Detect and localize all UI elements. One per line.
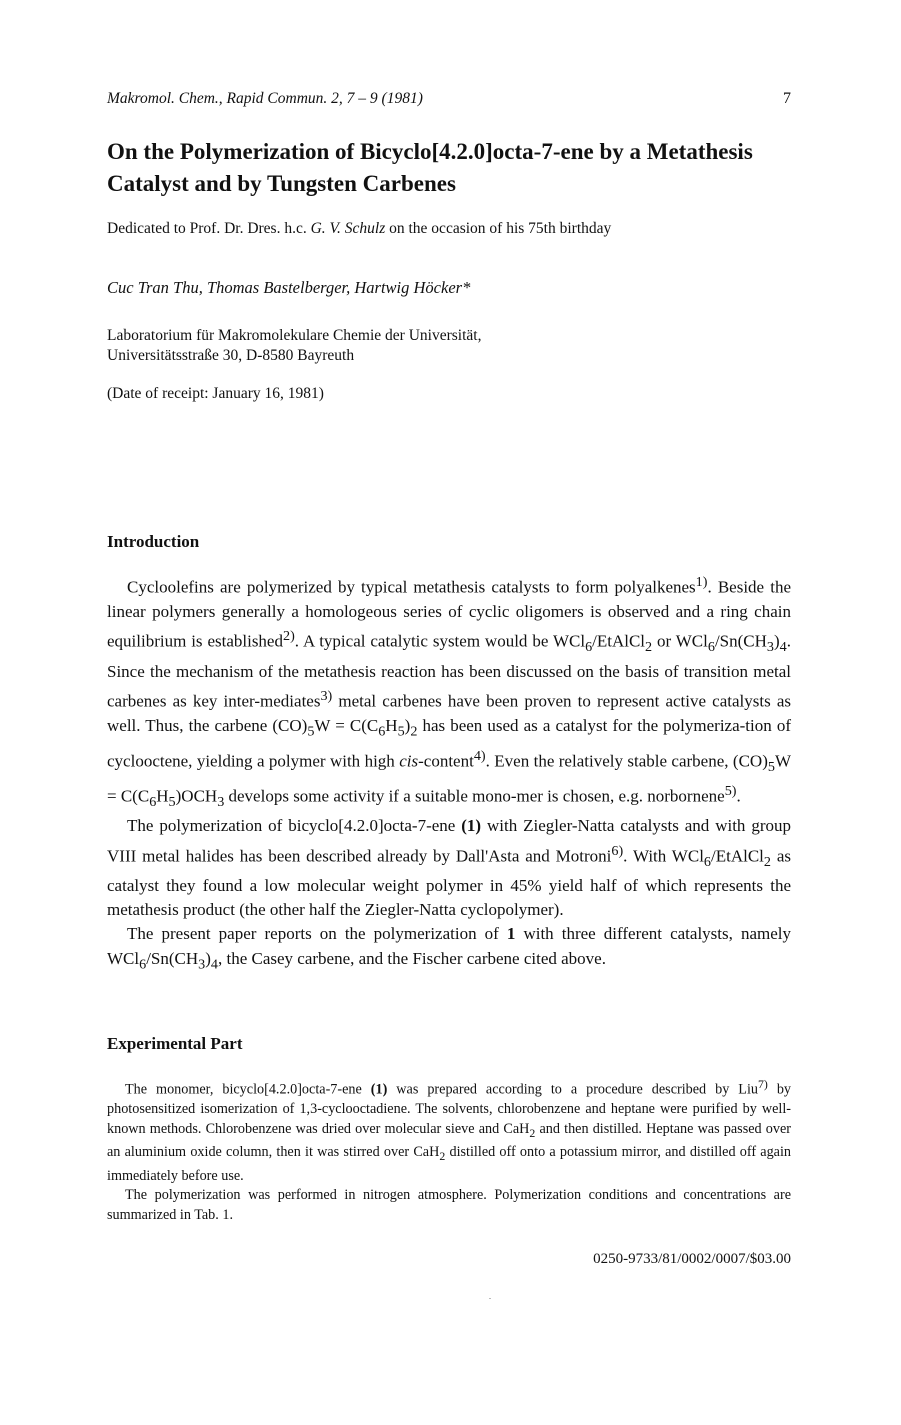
experimental-body (107, 1075, 791, 1226)
article-code: 0250-9733/81/0002/0007/$03.00 (593, 1251, 791, 1267)
speck (489, 1298, 491, 1299)
dedication-tail: on the occasion of his 75th birthday (389, 220, 612, 237)
paragraph: The polymerization was performed in nitrogen atmosphere. Polymerization conditions and concentrations are summarized in Tab. 1. (107, 1187, 791, 1223)
affiliation-line: Laboratorium für Makromolekulare Chemie der Universität, (107, 327, 482, 344)
page-number: 7 (783, 90, 791, 107)
section-heading-introduction: Introduction (107, 532, 200, 551)
dedication-name: G. V. Schulz (310, 220, 386, 237)
receipt-date: (Date of receipt: January 16, 1981) (107, 385, 324, 402)
paragraph: The polymerization of bicyclo[4.2.0]octa-7-ene (1) with Ziegler-Natta catalysts and with group VIII metal halides has been described already by Dall'Asta and Motroni$^{6)}$. With WCl$_6$/EtAlCl$_2$ as catalyst they found a low molecular weight polymer in 45% yield half of which represents the metathesis product (the other half the Ziegler-Natta cyclopolymer). (107, 816, 791, 920)
dedication-text: Dedicated to Prof. Dr. Dres. h.c. (107, 220, 307, 237)
introduction-body (107, 570, 791, 976)
article-title: On the Polymerization of Bicyclo[4.2.0]octa-7-ene by a Metathesis Catalyst and by Tungsten Carbenes (107, 139, 753, 196)
section-heading-experimental: Experimental Part (107, 1034, 243, 1053)
authors: Cuc Tran Thu, Thomas Bastelberger, Hartwig Höcker* (107, 278, 471, 297)
paragraph: The present paper reports on the polymerization of 1 with three different catalysts, namely $WCl_6/Sn(CH_3)_4$, the Casey carbene, and the Fischer carbene cited above. (107, 924, 791, 973)
paragraph: The monomer, bicyclo[4.2.0]octa-7-ene (1) was prepared according to a procedure described by Liu$^{7)}$ by photosensitized isomerization of 1,3-cyclooctadiene. The solvents, chlorobenzene and heptane were purified by well-known methods. Chlorobenzene was dried over molecular sieve and CaH$_2$ and then distilled. Heptane was passed over an aluminium oxide column, then it was stirred over CaH$_2$ distilled off onto a potassium mirror, and distilled off again immediately before use. (107, 1077, 792, 1184)
dedication (107, 220, 611, 238)
affiliation-line: Universitätsstraße 30, D-8580 Bayreuth (107, 347, 355, 364)
paragraph: Cycloolefins are polymerized by typical metathesis catalysts to form polyalkenes$^{1)}$. Beside the linear polymers generally a homologeous series of cyclic oligomers is observed and a ring chain equilibrium is established$^{2)}$. A typical catalytic system would be WCl$_6$/EtAlCl$_2$ or $WCl_6/Sn(CH_3)_4$. Since the mechanism of the metathesis reaction has been discussed on the basis of transition metal carbenes as key inter-mediates$^{3)}$ metal carbenes have been proven to represent active catalysts as well. Thus, the carbene $(CO)_5W = C(C_6H_5)_2$ has been used as a catalyst for the polymeriza-tion of cyclooctene, yielding a polymer with high cis-content$^{4)}$. Even the relatively stable carbene, $(CO)_5W = C(C_6H_5)OCH_3$ develops some activity if a suitable mono-mer is chosen, e.g. norbornene$^{5)}$. (107, 574, 791, 810)
affiliation (107, 326, 481, 366)
journal-citation: Makromol. Chem., Rapid Commun. 2, 7 – 9 (1981) (107, 90, 423, 107)
